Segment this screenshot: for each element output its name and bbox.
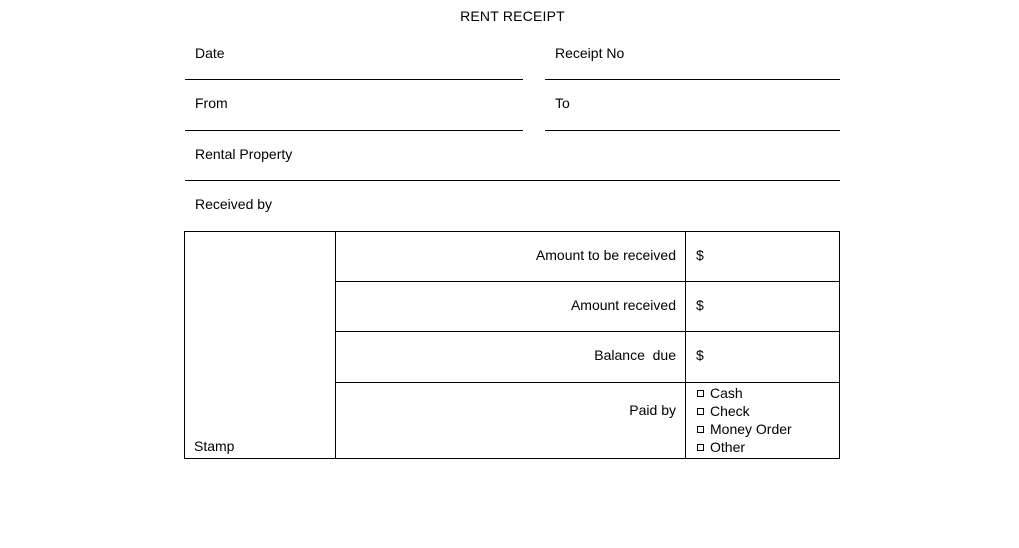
receipt-no-label: Receipt No xyxy=(555,45,625,61)
payment-method-list xyxy=(697,384,792,456)
amount-received-value[interactable]: $ xyxy=(696,297,704,313)
payment-option-other[interactable] xyxy=(697,438,792,456)
received-by-label: Received by xyxy=(195,196,273,212)
value-divider xyxy=(685,231,686,459)
row-divider xyxy=(335,331,840,332)
checkbox-icon[interactable] xyxy=(697,390,704,397)
rental-property-label: Rental Property xyxy=(195,146,293,162)
to-label: To xyxy=(555,95,570,111)
from-label: From xyxy=(195,95,228,111)
amount-to-be-received-value[interactable]: $ xyxy=(696,247,704,263)
receipt-no-line[interactable] xyxy=(545,79,840,80)
checkbox-icon[interactable] xyxy=(697,408,704,415)
stamp-divider xyxy=(335,231,336,459)
page-title: RENT RECEIPT xyxy=(460,8,565,24)
payment-option-check[interactable] xyxy=(697,402,792,420)
date-label: Date xyxy=(195,45,225,61)
payment-option-label: Check xyxy=(710,403,750,419)
amount-received-label: Amount received xyxy=(570,297,676,313)
from-line[interactable] xyxy=(185,130,523,131)
stamp-label: Stamp xyxy=(194,438,235,454)
to-line[interactable] xyxy=(545,130,840,131)
date-line[interactable] xyxy=(185,79,523,80)
rental-property-line[interactable] xyxy=(185,180,840,181)
payment-option-label: Other xyxy=(710,439,746,455)
payment-option-label: Money Order xyxy=(710,421,792,437)
payment-option-cash[interactable] xyxy=(697,384,792,402)
balance-due-label: Balance due xyxy=(594,347,676,363)
balance-due-value[interactable]: $ xyxy=(696,347,704,363)
paid-by-label: Paid by xyxy=(629,402,676,418)
checkbox-icon[interactable] xyxy=(697,426,704,433)
payment-option-label: Cash xyxy=(710,385,743,401)
row-divider xyxy=(335,382,840,383)
payment-option-money-order[interactable] xyxy=(697,420,792,438)
row-divider xyxy=(335,281,840,282)
amount-to-be-received-label: Amount to be received xyxy=(535,247,676,263)
checkbox-icon[interactable] xyxy=(697,444,704,451)
